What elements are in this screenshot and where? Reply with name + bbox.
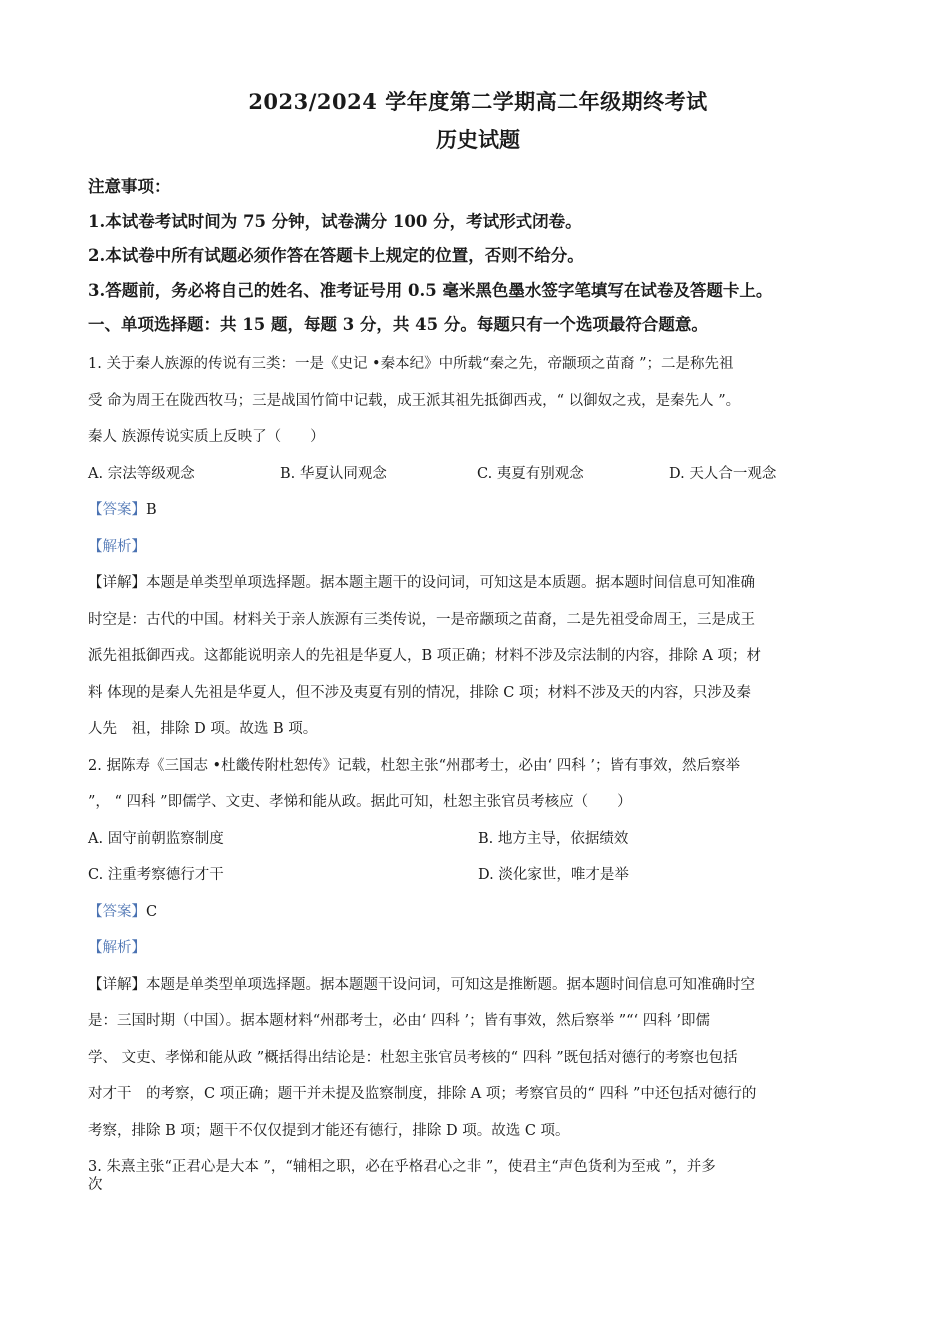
detail-line: 人先 祖，排除 D 项。故选 B 项。 bbox=[88, 721, 318, 737]
question-options bbox=[88, 857, 868, 894]
question-1 bbox=[88, 346, 868, 748]
note-item: 3.答题前，务必将自己的姓名、准考证号用 0.5 毫米黑色墨水签字笔填写在试卷及答题卡上。 bbox=[88, 280, 773, 300]
option-d: D. 天人合一观念 bbox=[669, 465, 777, 482]
answer-tag: 【答案】 bbox=[88, 502, 146, 518]
section-heading: 一、单项选择题：共 15 题，每题 3 分，共 45 分。每题只有一个选项最符合题意。 bbox=[88, 315, 708, 334]
analysis-line bbox=[88, 930, 868, 967]
question-2 bbox=[88, 748, 868, 1150]
detail-tag: 【详解】 bbox=[88, 575, 146, 591]
option-a: A. 固守前朝监察制度 bbox=[88, 830, 224, 847]
question-stem-line: 1. 关于秦人族源的传说有三类：一是《史记 •秦本纪》中所载“秦之先，帝颛顼之苗裔 ”；二是称先祖 bbox=[88, 356, 734, 372]
question-options bbox=[88, 456, 868, 493]
page-title: 2023/2024 学年度第二学期高二年级期终考试 bbox=[248, 89, 708, 114]
answer-value: C bbox=[146, 903, 158, 920]
question-stem-line: 秦人 族源传说实质上反映了（ ） bbox=[88, 429, 325, 445]
option-b: B. 地方主导，依据绩效 bbox=[478, 830, 629, 847]
question-stem-line: 次 bbox=[88, 1177, 103, 1193]
answer-line bbox=[88, 492, 868, 529]
option-d: D. 淡化家世，唯才是举 bbox=[478, 867, 629, 883]
answer-tag: 【答案】 bbox=[88, 903, 146, 920]
question-options bbox=[88, 821, 868, 858]
detail-line bbox=[88, 565, 868, 602]
detail-line: 时空是：古代的中国。材料关于亲人族源有三类传说，一是帝颛顼之苗裔，二是先祖受命周王，三是成王 bbox=[88, 611, 755, 628]
option-c: C. 注重考察德行才干 bbox=[88, 867, 224, 883]
question-list bbox=[88, 346, 868, 1194]
page-subtitle: 历史试题 bbox=[436, 127, 520, 152]
detail-line: 考察，排除 B 项；题干不仅仅提到才能还有德行，排除 D 项。故选 C 项。 bbox=[88, 1122, 570, 1139]
detail-line: 是：三国时期（中国）。据本题材料“州郡考士，必由‘ 四科 ’；皆有事效，然后察举 ”“‘ 四科 ’即儒 bbox=[88, 1013, 710, 1029]
question-3 bbox=[88, 1149, 868, 1194]
answer-line bbox=[88, 894, 868, 931]
detail-tag: 【详解】 bbox=[88, 976, 146, 993]
note-item: 1.本试卷考试时间为 75 分钟，试卷满分 100 分，考试形式闭卷。 bbox=[88, 211, 582, 231]
question-stem-line: 受 命为周王在陇西牧马；三是战国竹简中记载，成王派其祖先抵御西戎，“ 以御奴之戎，是秦先人 ”。 bbox=[88, 392, 741, 409]
detail-line: 对才干 的考察，C 项正确；题干并未提及监察制度，排除 A 项；考察官员的“ 四科 ”中还包括对德行的 bbox=[88, 1086, 757, 1102]
detail-text: 本题是单类型单项选择题。据本题主题干的设问词，可知这是本质题。据本题时间信息可知准确 bbox=[146, 575, 755, 591]
analysis-tag: 【解析】 bbox=[88, 940, 146, 956]
option-c: C. 夷夏有别观念 bbox=[477, 465, 584, 482]
notes-heading: 注意事项： bbox=[88, 177, 171, 196]
detail-line bbox=[88, 967, 868, 1004]
analysis-line bbox=[88, 529, 868, 566]
detail-line: 学、 文吏、孝悌和能从政 ”概括得出结论是：杜恕主张官员考核的“ 四科 ”既包括对德行的考察也包括 bbox=[88, 1049, 738, 1066]
option-b: B. 华夏认同观念 bbox=[280, 465, 387, 482]
answer-value: B bbox=[146, 502, 157, 518]
note-item: 2.本试卷中所有试题必须作答在答题卡上规定的位置，否则不给分。 bbox=[88, 246, 584, 265]
question-stem-line: 3. 朱熹主张“正君心是大本 ”，“辅相之职，必在乎格君心之非 ”，使君主“声色货利为至戒 ”，并多 bbox=[88, 1159, 716, 1175]
detail-text: 本题是单类型单项选择题。据本题题干设问词，可知这是推断题。据本题时间信息可知准确时空 bbox=[146, 976, 755, 993]
option-a: A. 宗法等级观念 bbox=[88, 465, 195, 482]
question-stem-line: 2. 据陈寿《三国志 •杜畿传附杜恕传》记载，杜恕主张“州郡考士，必由‘ 四科 ’；皆有事效，然后察举 bbox=[88, 757, 740, 774]
analysis-tag: 【解析】 bbox=[88, 538, 146, 555]
detail-line: 料 体现的是秦人先祖是华夏人，但不涉及夷夏有别的情况，排除 C 项；材料不涉及天的内容，只涉及秦 bbox=[88, 684, 751, 701]
detail-line: 派先祖抵御西戎。这都能说明亲人的先祖是华夏人，B 项正确；材料不涉及宗法制的内容，排除 A 项；材 bbox=[88, 648, 761, 664]
exam-notes bbox=[88, 170, 888, 343]
question-stem-line: ”， “ 四科 ”即儒学、文吏、孝悌和能从政。据此可知，杜恕主张官员考核应（ ） bbox=[88, 794, 632, 810]
